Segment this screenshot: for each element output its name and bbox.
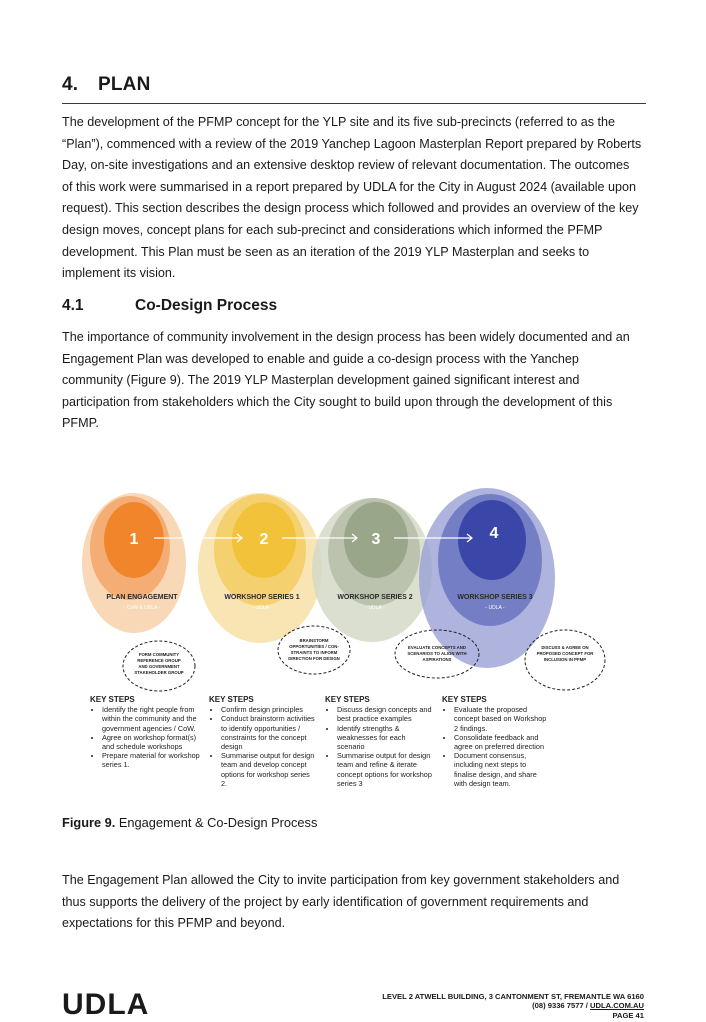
stage-3-sub: - UDLA - (365, 605, 385, 611)
key-step: • Conduct brainstorm activities to identify opportunities / constraints for the concept design (221, 714, 317, 751)
engagement-diagram (82, 478, 642, 800)
intro-paragraph: The development of the PFMP concept for the YLP site and its five sub-precincts (referred to as the “Plan”), commenced with a review of the 2019 Yanchep Lagoon Masterplan Report prepared by Roberts Day, on-site investigations and an extensive desktop review of relevant documentation. The outcomes of this work were summarised in a report prepared by UDLA for the City in August 2024 (available upon request). This section describes the design process which followed and provides an overview of the key design moves, concept plans for each sub-precinct and considerations which informed the PFMP development. This Plan must be seen as an iteration of the 2019 YLP Masterplan and seeks to implement its vision. (62, 115, 642, 281)
key-steps-title: KEY STEPS (442, 695, 487, 704)
heading-title: PLAN (98, 74, 151, 95)
key-step: • Identify strengths & weaknesses for each scenario (337, 724, 433, 752)
stage-1-title: PLAN ENGAGEMENT (106, 594, 178, 601)
stage-2-sub: - UDLA - (252, 605, 272, 611)
stage-3-title: WORKSHOP SERIES 2 (337, 594, 413, 601)
key-steps-title: KEY STEPS (325, 695, 370, 704)
stage-2-title: WORKSHOP SERIES 1 (224, 594, 300, 601)
subsection-number: 4.1 (62, 297, 84, 314)
footer-page-number: PAGE 41 (612, 1010, 644, 1020)
stage-1-number: 1 (129, 531, 139, 548)
stage-1-sub: - CoW & UDLA - (123, 605, 161, 611)
stage-4-number: 4 (489, 525, 499, 542)
udla-logo: UDLA (62, 988, 150, 1021)
footer-contact: (08) 9336 7577 / UDLA.COM.AU (532, 1001, 644, 1011)
stage-2-blob (198, 493, 322, 643)
heading-rule (62, 103, 646, 104)
stage-4-sub: - UDLA - (485, 605, 505, 611)
key-step: • Summarise output for design team and develop concept options for workshop series 2. (221, 751, 317, 788)
callout-1: FORM COMMUNITY REFERENCE GROUP AND GOVERNMENT STAKEHOLDER GROUP (134, 652, 184, 675)
section-heading (62, 74, 151, 96)
callout-3: EVALUATE CONCEPTS AND SCENARIOS TO ALIGN WITH ASPIRATIONS (407, 645, 467, 662)
closing-paragraph: The Engagement Plan allowed the City to invite participation from key government stakeholders and thus supports the delivery of the project by early identification of government requirements and expectations for this PFMP and beyond. (62, 873, 620, 931)
footer-address: LEVEL 2 ATWELL BUILDING, 3 CANTONMENT ST, FREMANTLE WA 6160 (382, 992, 644, 1001)
caption-text: Engagement & Co-Design Process (115, 815, 318, 830)
key-steps-3 (325, 695, 433, 788)
key-steps-title: KEY STEPS (209, 695, 254, 704)
page-footer (382, 992, 644, 1020)
stage-2-number: 2 (259, 531, 269, 548)
key-step: • Agree on workshop format(s) and schedule workshops (102, 733, 202, 751)
footer-website-link[interactable]: UDLA.COM.AU (590, 1001, 644, 1011)
caption-label: Figure 9. (62, 815, 116, 830)
key-step: • Identify the right people from within the community and the government agencies / CoW. (102, 705, 202, 733)
key-step: • Consolidate feedback and agree on preferred direction (454, 733, 550, 751)
stage-4-title: WORKSHOP SERIES 3 (457, 594, 533, 601)
key-steps-title: KEY STEPS (90, 695, 135, 704)
stage-1-blob (82, 493, 186, 633)
subsection-heading (62, 297, 277, 315)
subsection-paragraph: The importance of community involvement in the design process has been widely documented and an Engagement Plan was developed to enable and guide a co-design process with the Yanchep community (Figure 9). The 2019 YLP Masterplan development gained significant interest and participation from stakeholders which the City sought to build upon through the development of this PFMP. (62, 330, 630, 431)
callout-2: BRAINSTORM OPPORTUNITIES / CON-STRAINTS TO INFORM DIRECTION FOR DESIGN (288, 638, 340, 661)
key-steps-4 (442, 695, 550, 788)
footer-phone: (08) 9336 7577 (532, 1001, 584, 1011)
callout-4: DISCUSS & AGREE ON PROPOSED CONCEPT FOR INCLUSION IN PFMP (536, 645, 594, 662)
stage-3-number: 3 (371, 531, 381, 548)
key-step: • Discuss design concepts and best practice examples (337, 705, 433, 723)
key-steps-1 (90, 695, 202, 770)
stage-3-blob (312, 498, 432, 642)
heading-number: 4. (62, 74, 79, 95)
key-step: • Confirm design principles (221, 705, 317, 714)
key-step: • Document consensus, including next steps to finalise design, and share with design team. (454, 751, 550, 788)
key-step: • Summarise output for design team and refine & iterate concept options for workshop series 3 (337, 751, 433, 788)
figure-caption (62, 815, 317, 830)
subsection-title: Co-Design Process (135, 297, 278, 314)
key-step: • Prepare material for workshop series 1. (102, 751, 202, 769)
key-step: • Evaluate the proposed concept based on Workshop 2 findings. (454, 705, 550, 733)
key-steps-2 (209, 695, 317, 788)
